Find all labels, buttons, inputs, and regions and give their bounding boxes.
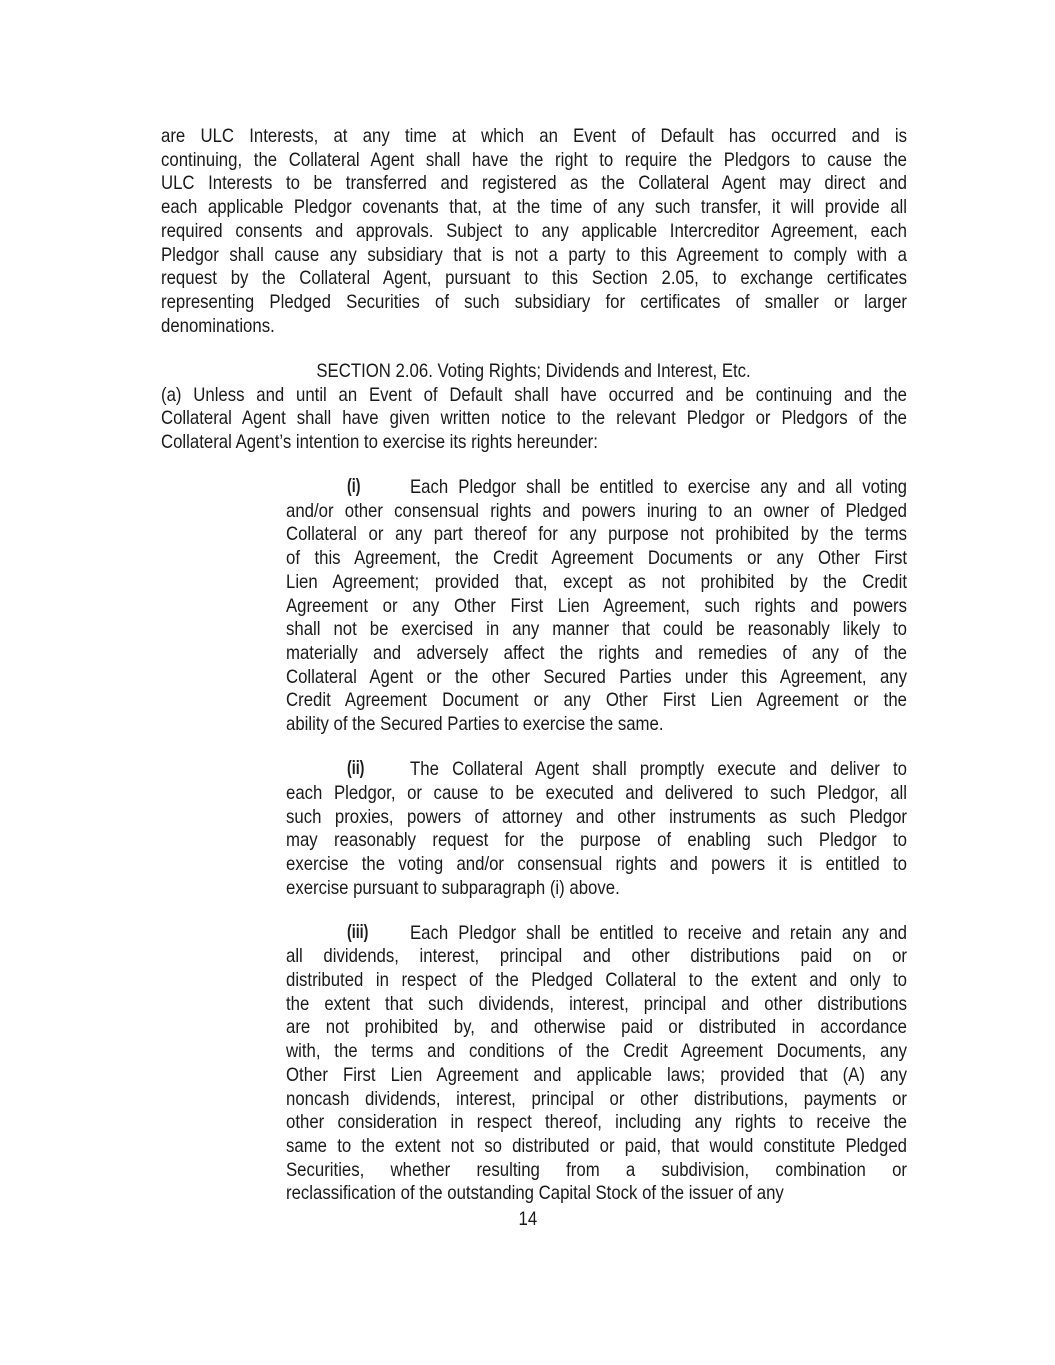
subparagraph-marker: (i) (347, 476, 361, 497)
text-line: each Pledgor, or cause to be executed and delivered to such Pledgor, all (286, 782, 908, 804)
text-line: and/or other consensual rights and powers inuring to an owner of Pledged (286, 500, 908, 522)
text-line: are not prohibited by, and otherwise paid or distributed in accordance (286, 1016, 908, 1038)
text-line: The Collateral Agent shall promptly execute and deliver to (410, 758, 907, 780)
text-line: other consideration in respect thereof, including any rights to receive the (286, 1111, 908, 1133)
text-line: are ULC Interests, at any time at which an Event of Default has occurred and is (161, 125, 907, 147)
text-line: Collateral Agent or the other Secured Parties under this Agreement, any (286, 666, 908, 688)
text-line: ability of the Secured Parties to exercise the same. (286, 713, 664, 735)
text-line: may reasonably request for the purpose of enabling such Pledgor to (286, 829, 908, 851)
text-line: continuing, the Collateral Agent shall have the right to require the Pledgors to cause the (161, 149, 907, 171)
text-line: same to the extent not so distributed or paid, that would constitute Pledged (286, 1135, 908, 1157)
text-line: Securities, whether resulting from a subdivision, combination or (286, 1159, 908, 1181)
text-line: with, the terms and conditions of the Credit Agreement Documents, any (286, 1040, 908, 1062)
text-line: exercise the voting and/or consensual rights and powers it is entitled to (286, 853, 908, 875)
text-line: (a) Unless and until an Event of Default shall have occurred and be continuing and the (161, 384, 907, 406)
text-line: representing Pledged Securities of such subsidiary for certificates of smaller or larger (161, 291, 907, 313)
page-number: 14 (518, 1208, 538, 1230)
text-line: all dividends, interest, principal and other distributions paid on or (286, 945, 908, 967)
text-line: request by the Collateral Agent, pursuant to this Section 2.05, to exchange certificates (161, 267, 907, 289)
text-line: Other First Lien Agreement and applicable laws; provided that (A) any (286, 1064, 908, 1086)
subparagraph-marker: (iii) (347, 922, 369, 943)
text-line: the extent that such dividends, interest, principal and other distributions (286, 993, 908, 1015)
text-line: Collateral or any part thereof for any purpose not prohibited by the terms (286, 523, 908, 545)
text-line: denominations. (161, 315, 275, 337)
text-line: Collateral Agent shall have given written notice to the relevant Pledgor or Pledgors of the (161, 407, 907, 429)
text-line: exercise pursuant to subparagraph (i) above. (286, 877, 620, 899)
text-line: shall not be exercised in any manner that could be reasonably likely to (286, 618, 908, 640)
text-line: Each Pledgor shall be entitled to receive and retain any and (410, 922, 907, 944)
text-line: each applicable Pledgor covenants that, at the time of any such transfer, it will provide all (161, 196, 907, 218)
text-line: Each Pledgor shall be entitled to exercise any and all voting (410, 476, 907, 498)
text-line: of this Agreement, the Credit Agreement Documents or any Other First (286, 547, 908, 569)
text-line: reclassification of the outstanding Capital Stock of the issuer of any (286, 1182, 784, 1204)
text-line: materially and adversely affect the rights and remedies of any of the (286, 642, 908, 664)
text-line: ULC Interests to be transferred and registered as the Collateral Agent may direct and (161, 172, 907, 194)
subparagraph-marker: (ii) (347, 758, 365, 779)
text-line: Lien Agreement; provided that, except as not prohibited by the Credit (286, 571, 908, 593)
text-line: required consents and approvals. Subject to any applicable Intercreditor Agreement, each (161, 220, 907, 242)
text-line: Collateral Agent’s intention to exercise its rights hereunder: (161, 431, 598, 453)
text-line: Agreement or any Other First Lien Agreement, such rights and powers (286, 595, 908, 617)
section-heading: SECTION 2.06. Voting Rights; Dividends and Interest, Etc. (316, 360, 752, 382)
text-line: noncash dividends, interest, principal or other distributions, payments or (286, 1088, 908, 1110)
text-line: Pledgor shall cause any subsidiary that is not a party to this Agreement to comply with a (161, 244, 907, 266)
text-line: distributed in respect of the Pledged Collateral to the extent and only to (286, 969, 908, 991)
text-line: Credit Agreement Document or any Other First Lien Agreement or the (286, 689, 908, 711)
text-line: such proxies, powers of attorney and other instruments as such Pledgor (286, 806, 908, 828)
